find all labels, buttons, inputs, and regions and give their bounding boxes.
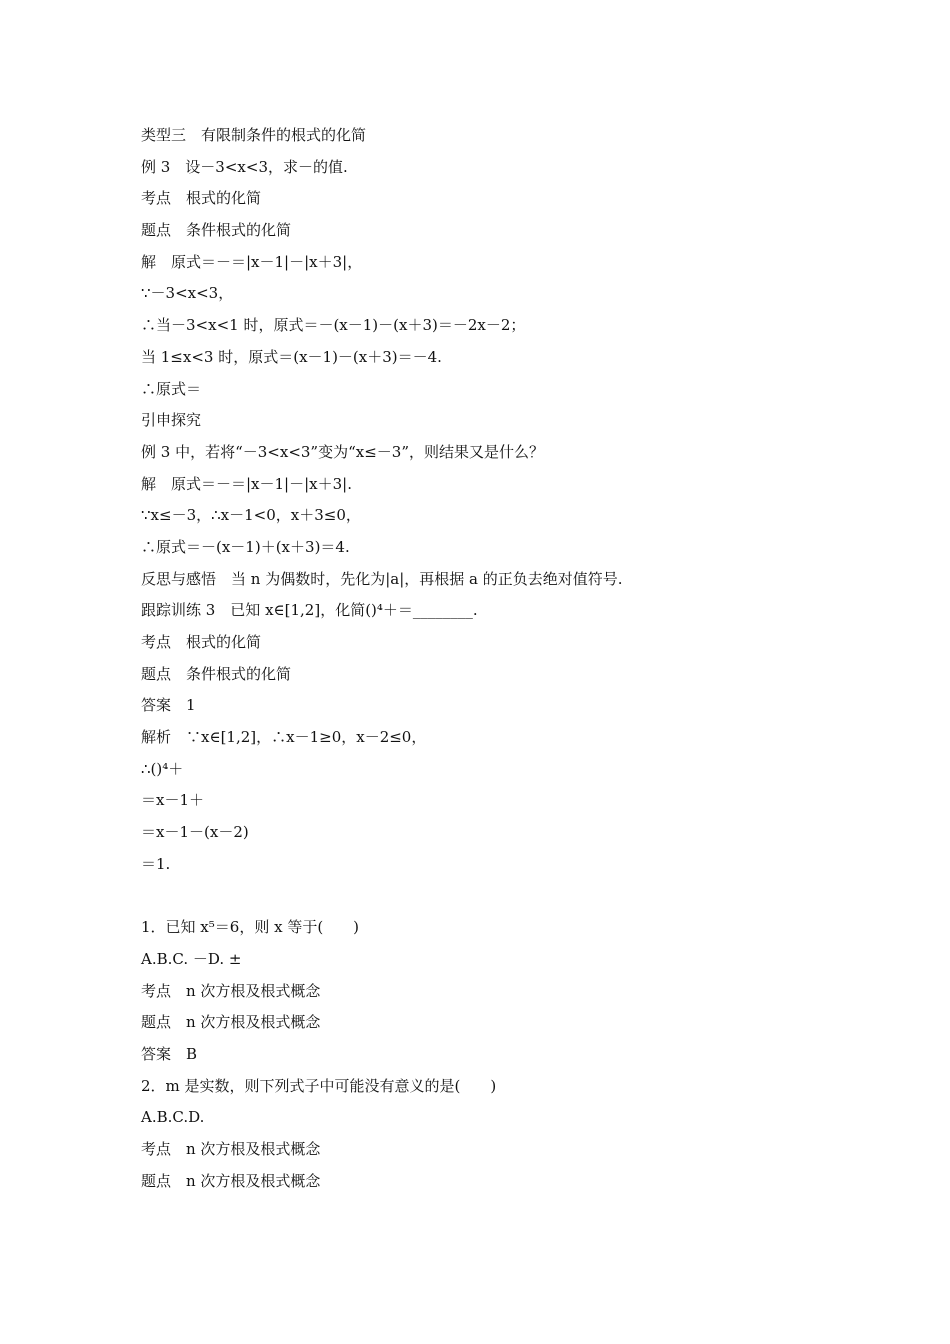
section-heading-type3: 类型三 有限制条件的根式的化简 (141, 126, 367, 144)
document-page (141, 120, 841, 1197)
question-1-answer: 答案 B (141, 1044, 198, 1063)
practice-3-problem: 跟踪训练 3 已知 x∈[1,2]，化简()⁴＋＝________. (141, 601, 478, 620)
question-2: 2．m 是实数，则下列式子中可能没有意义的是( ) (141, 1076, 497, 1095)
example-3-solution-line: 解 原式＝－＝|x－1|－|x＋3|， (141, 252, 363, 271)
example-3-solution-line: 当 1≤x<3 时，原式＝(x－1)－(x＋3)＝－4. (141, 347, 442, 366)
question-1-kaodian: 考点 n 次方根及根式概念 (141, 981, 321, 1000)
extension-solution-line: ∵x≤－3，∴x－1<0，x＋3≤0， (141, 506, 361, 525)
reflection-note: 反思与感悟 当 n 为偶数时，先化为|a|，再根据 a 的正负去绝对值符号. (141, 569, 623, 588)
question-2-options: A.B.C.D. (141, 1108, 205, 1127)
example-3-solution-line: ∴原式＝ (141, 379, 202, 398)
extension-heading: 引申探究 (141, 411, 202, 430)
practice-3-analysis-line: ＝x－1＋ (141, 791, 205, 810)
question-2-kaodian: 考点 n 次方根及根式概念 (141, 1140, 321, 1158)
practice-3-analysis-line: 解析 ∵x∈[1,2]，∴x－1≥0，x－2≤0， (141, 728, 427, 747)
question-1-options: A.B.C. －D. ± (141, 949, 242, 968)
example-3-solution-line: ∵－3<x<3， (141, 284, 234, 303)
question-1: 1．已知 x⁵＝6，则 x 等于( ) (141, 918, 360, 937)
extension-solution-line: 解 原式＝－＝|x－1|－|x＋3|. (141, 474, 352, 493)
practice-3-analysis-line: ＝x－1－(x－2) (141, 823, 249, 842)
practice-3-tidian: 题点 条件根式的化简 (141, 664, 292, 683)
practice-3-analysis-line: ∴()⁴＋ (141, 759, 184, 778)
section-gap (141, 881, 841, 913)
practice-3-analysis-line: ＝1. (141, 854, 171, 873)
question-1-tidian: 题点 n 次方根及根式概念 (141, 1013, 321, 1032)
example-3-solution-line: ∴当－3<x<1 时，原式＝－(x－1)－(x＋3)＝－2x－2； (141, 316, 526, 335)
example-3-kaodian: 考点 根式的化简 (141, 189, 262, 208)
extension-question: 例 3 中，若将“－3<x<3”变为“x≤－3”，则结果又是什么？ (141, 442, 545, 461)
example-3-tidian: 题点 条件根式的化简 (141, 221, 292, 240)
example-3-problem: 例 3 设－3<x<3，求－的值. (141, 157, 348, 176)
question-2-tidian: 题点 n 次方根及根式概念 (141, 1171, 321, 1190)
practice-3-answer: 答案 1 (141, 696, 196, 715)
practice-3-kaodian: 考点 根式的化简 (141, 633, 262, 651)
extension-solution-line: ∴原式＝－(x－1)＋(x＋3)＝4. (141, 537, 350, 556)
